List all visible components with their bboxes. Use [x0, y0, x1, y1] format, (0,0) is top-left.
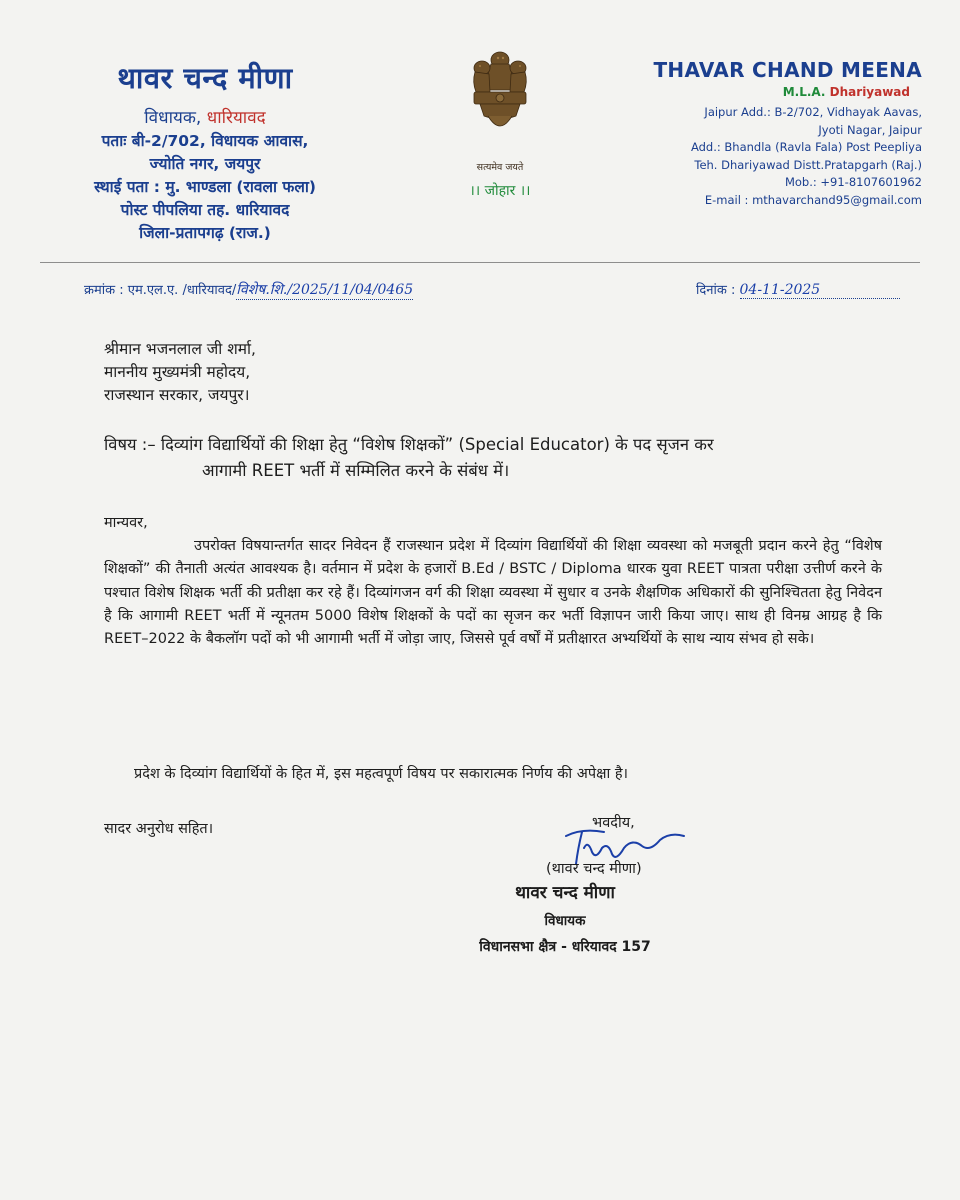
- body-paragraph: उपरोक्त विषयान्तर्गत सादर निवेदन हैं राजस्थान प्रदेश में दिव्यांग विद्यार्थियों की शिक्षा व्यवस्था को मजबूती प्रदान करने हेतु “विशेष शिक्षकों” की तैनाती अत्यंत आवश्यक है। वर्तमान में प्रदेश के हजारों B.Ed / BSTC / Diploma धारक युवा REET पात्रता परीक्षा उत्तीर्ण करने के पश्चात विशेष शिक्षक भर्ती की प्रतीक्षा कर रहे हैं। दिव्यांगजन वर्ग की शिक्षा व्यवस्था में सुधार व उनके शैक्षणिक अधिकारों की सुनिश्चितता हेतु निवेदन है कि आगामी REET भर्ती में न्यूनतम 5000 विशेष शिक्षकों के पदों का सृजन कर भर्ती विज्ञापन जारी किया जाए। साथ ही विनम्र आग्रह है कि REET–2022 के बैकलॉग पदों को भी आगामी भर्ती में जोड़ा जाए, जिससे पूर्व वर्षों में प्रतीक्षारत अभ्यर्थियों के साथ न्याय संभव हो सके।: [104, 538, 882, 648]
- addressee-block: [104, 338, 256, 407]
- stamp-role: विधायक: [544, 913, 586, 929]
- sender-name-hindi: थावर चन्द मीणा: [117, 61, 293, 95]
- address-line: जिला-प्रतापगढ़ (राज.): [139, 224, 271, 242]
- addressee-line: श्रीमान भजनलाल जी शर्मा,: [104, 340, 256, 358]
- national-emblem-icon: [458, 46, 542, 158]
- addressee-line: राजस्थान सरकार, जयपुर।: [104, 386, 250, 404]
- address-english: [602, 104, 922, 209]
- reference-number: विशेष.शि./2025/11/04/0465: [236, 282, 414, 298]
- regards-label: भवदीय,: [592, 815, 635, 831]
- state-emblem-block: [440, 46, 560, 200]
- date-label: दिनांक :: [696, 283, 736, 298]
- address-line-en: Jyoti Nagar, Jaipur: [818, 122, 922, 137]
- role-label-en: M.L.A.: [782, 85, 826, 99]
- letterhead-divider: [40, 262, 920, 263]
- address-line-en: Jaipur Add.: B-2/702, Vidhayak Aavas,: [704, 105, 922, 119]
- role-label: विधायक,: [144, 108, 202, 128]
- emblem-motto: सत्यमेव जयते: [476, 162, 524, 173]
- sender-name-english: THAVAR CHAND MEENA: [653, 58, 922, 82]
- address-line-en: Teh. Dhariyawad Distt.Pratapgarh (Raj.): [694, 157, 922, 172]
- closing-paragraph: प्रदेश के दिव्यांग विद्यार्थियों के हित में, इस महत्वपूर्ण विषय पर सकारात्मक निर्णय की अपेक्षा है।: [134, 766, 629, 782]
- address-hindi: [60, 130, 350, 245]
- greeting-johar: ।। जोहार ।।: [469, 183, 531, 199]
- salutation: मान्यवर,: [104, 515, 148, 531]
- address-line-en: Add.: Bhandla (Ravla Fala) Post Peepliya: [690, 140, 922, 154]
- closing-regards-left: सादर अनुरोध सहित।: [104, 821, 214, 837]
- mobile-number: Mob.: +91-8107601962: [784, 175, 922, 189]
- stamp-name: थावर चन्द मीणा: [515, 883, 615, 903]
- email-address: E-mail : mthavarchand95@gmail.com: [704, 192, 922, 207]
- address-line: स्थाई पता : मु. भाण्डला (रावला फला): [94, 178, 316, 196]
- signatory-name-bracket: (थावर चन्द मीणा): [546, 861, 642, 877]
- letterhead-right: [602, 58, 922, 209]
- sender-role-hindi: [60, 105, 350, 128]
- official-stamp: [450, 880, 680, 956]
- subject-label: विषय :–: [104, 435, 156, 454]
- subject-line-1: दिव्यांग विद्यार्थियों की शिक्षा हेतु “विशेष शिक्षकों” (Special Educator) के पद सृजन कर: [160, 435, 714, 454]
- constituency-label-en: Dhariyawad: [829, 85, 910, 99]
- reference-row: [84, 280, 924, 306]
- letterhead-left: [60, 58, 350, 245]
- sender-role-english: [602, 85, 910, 99]
- address-line: पताः बी-2/702, विधायक आवास,: [101, 132, 309, 150]
- constituency-label: धारियावद: [206, 108, 266, 128]
- addressee-line: माननीय मुख्यमंत्री महोदय,: [104, 363, 251, 381]
- date-value: 04-11-2025: [740, 282, 900, 299]
- address-line: पोस्ट पीपलिया तह. धारियावद: [120, 201, 290, 219]
- date-block: [696, 280, 900, 299]
- reference-number-block: [84, 280, 413, 300]
- address-line: ज्योति नगर, जयपुर: [149, 155, 261, 173]
- stamp-constituency: विधानसभा क्षैत्र - धरियावद 157: [479, 939, 651, 955]
- reference-label: क्रमांक : एम.एल.ए. /धारियावद/: [84, 283, 237, 298]
- subject-line-2: आगामी REET भर्ती में सम्मिलित करने के संबंध में।: [202, 461, 510, 480]
- subject-block: [104, 432, 934, 484]
